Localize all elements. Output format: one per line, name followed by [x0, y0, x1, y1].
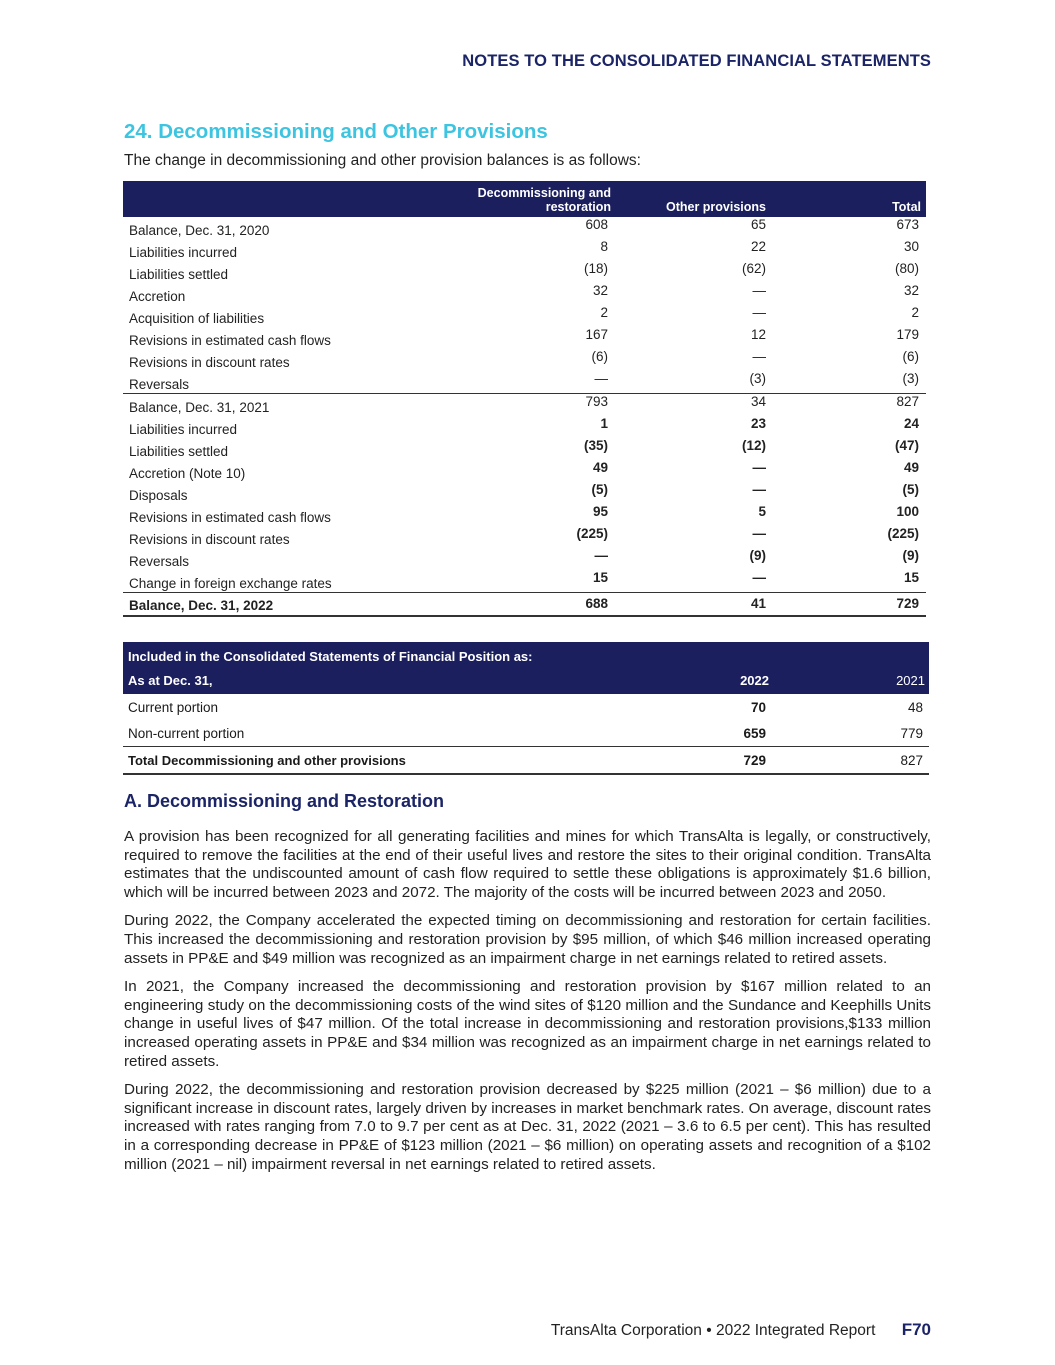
value-decommissioning: 8: [600, 239, 608, 254]
value-other-provisions: —: [752, 482, 766, 497]
row-label: Revisions in discount rates: [129, 355, 290, 370]
value-total: (225): [887, 526, 919, 541]
table-row: [123, 416, 926, 438]
table-row: [123, 504, 926, 526]
value-other-provisions: 65: [750, 217, 766, 232]
column-header-decommissioning-label: Decommissioning and restoration: [477, 186, 611, 214]
value-other-provisions: —: [752, 460, 766, 475]
page-footer: [551, 1320, 931, 1340]
value-decommissioning: —: [594, 371, 608, 386]
row-label: Liabilities incurred: [129, 245, 238, 260]
section-title: 24. Decommissioning and Other Provisions: [124, 120, 548, 143]
table-row: [123, 349, 926, 371]
value-other-provisions: 5: [758, 504, 766, 519]
value-total: (9): [902, 548, 919, 563]
value-2021: 827: [900, 753, 923, 768]
value-total: 30: [903, 239, 919, 254]
value-other-provisions: 12: [750, 327, 766, 342]
value-decommissioning: (225): [576, 526, 608, 541]
value-decommissioning: (5): [591, 482, 608, 497]
row-label: Change in foreign exchange rates: [129, 576, 332, 591]
value-total: 24: [903, 416, 919, 431]
value-total: 673: [896, 217, 919, 232]
table-row: [123, 261, 926, 283]
table-row: [123, 482, 926, 504]
table-row-total: [123, 592, 926, 617]
value-other-provisions: —: [752, 526, 766, 541]
table-row: [123, 526, 926, 548]
value-total: 827: [896, 394, 919, 409]
footer-text: TransAlta Corporation • 2022 Integrated Report: [550, 1322, 876, 1339]
row-label: Balance, Dec. 31, 2020: [129, 223, 270, 238]
row-label: Current portion: [128, 700, 219, 715]
column-header-2022: 2022: [740, 673, 769, 688]
section-intro: The change in decommissioning and other provision balances is as follows:: [124, 152, 641, 169]
value-decommissioning: 32: [592, 283, 608, 298]
subsection-title: A. Decommissioning and Restoration: [124, 791, 445, 811]
value-decommissioning: 608: [585, 217, 608, 232]
table-row: [123, 548, 926, 570]
row-label: Reversals: [129, 377, 190, 392]
value-other-provisions: (3): [749, 371, 766, 386]
table-row: [123, 327, 926, 349]
financial-position-subheading: [123, 668, 929, 694]
table-row: [123, 283, 926, 305]
value-other-provisions: —: [752, 283, 766, 298]
value-total: 49: [903, 460, 919, 475]
paragraph: During 2022, the decommissioning and restoration provision decreased by $225 million (2021 – $6 million) due to a significant increase in discount rates, largely driven by increases in market benchmark rates. On average, discount rates increased with rates ranging from 7.0 to 9.7 per cent as at Dec. 31, 2022 (2021 – 3.6 to 6.5 per cent). This has resulted in a corresponding decrease in PP&E of $123 million (2021 – $6 million) on operating assets and recognition of a $102 million (2021 – nil) impairment reversal in net earnings related to retired assets.: [124, 1081, 932, 1173]
value-decommissioning: 2: [600, 305, 608, 320]
row-label: Liabilities settled: [129, 267, 229, 282]
value-decommissioning: 793: [585, 394, 608, 409]
row-label: Acquisition of liabilities: [129, 311, 265, 326]
paragraph: In 2021, the Company increased the decommissioning and restoration provision by $167 million related to an engineering study on the decommissioning costs of the wind sites of $120 million and the Sundance and Keephills Units change in useful lives of $47 million. Of the total increase in decommissioning and restoration provisions,$133 million increased operating assets in PP&E and $34 million was recognized as an impairment charge in net earnings related to retired assets.: [124, 978, 931, 1070]
value-decommissioning: 688: [585, 596, 608, 611]
value-total: 729: [896, 596, 919, 611]
financial-position-table: [123, 642, 929, 775]
value-total: 32: [903, 283, 919, 298]
column-header-other-provisions: Other provisions: [665, 200, 766, 214]
row-label: Revisions in estimated cash flows: [129, 510, 331, 525]
as-at-label: As at Dec. 31,: [128, 673, 213, 688]
row-label: Liabilities incurred: [129, 422, 238, 437]
value-other-provisions: (62): [741, 261, 766, 276]
row-label: Reversals: [129, 554, 190, 569]
table-row: [123, 217, 926, 239]
value-2021: 779: [900, 726, 923, 741]
value-decommissioning: 15: [592, 570, 608, 585]
row-label: Non-current portion: [128, 726, 245, 741]
value-2022: 729: [743, 753, 766, 768]
row-label: Liabilities settled: [129, 444, 229, 459]
provisions-table-header: [123, 181, 926, 217]
value-2021: 48: [907, 700, 923, 715]
table-row: [123, 305, 926, 327]
table-row: [123, 393, 926, 416]
value-total: (3): [902, 371, 919, 386]
row-label: Accretion (Note 10): [129, 466, 246, 481]
value-decommissioning: 49: [592, 460, 608, 475]
value-other-provisions: —: [752, 305, 766, 320]
row-label: Revisions in discount rates: [129, 532, 290, 547]
financial-position-table-header: [123, 642, 929, 694]
row-label: Accretion: [129, 289, 186, 304]
value-decommissioning: (18): [583, 261, 608, 276]
value-total: 100: [896, 504, 919, 519]
table-row: [123, 460, 926, 482]
page-header-title: NOTES TO THE CONSOLIDATED FINANCIAL STATEMENTS: [462, 52, 931, 70]
page-number: F70: [901, 1320, 931, 1339]
value-decommissioning: —: [594, 548, 608, 563]
value-other-provisions: 23: [750, 416, 766, 431]
subsection-body: [124, 828, 931, 1184]
value-decommissioning: (6): [591, 349, 608, 364]
table-row-total: [123, 746, 929, 775]
row-label: Balance, Dec. 31, 2022: [129, 598, 274, 613]
value-2022: 70: [750, 700, 766, 715]
row-label: Revisions in estimated cash flows: [129, 333, 331, 348]
value-decommissioning: 1: [600, 416, 608, 431]
value-other-provisions: —: [752, 349, 766, 364]
value-decommissioning: 167: [585, 327, 608, 342]
table-row: [123, 371, 926, 393]
row-label: Balance, Dec. 31, 2021: [129, 400, 270, 415]
paragraph: During 2022, the Company accelerated the expected timing on decommissioning and restoration for certain facilities. This increased the decommissioning and restoration provision by $95 million, of which $46 million increased operating assets in PP&E and $49 million was recognized as an impairment charge in net earnings related to retired assets.: [124, 912, 931, 967]
table-row: [123, 720, 929, 746]
value-other-provisions: (12): [741, 438, 766, 453]
value-total: 15: [903, 570, 919, 585]
provisions-table-body: [123, 217, 926, 617]
value-other-provisions: 22: [750, 239, 766, 254]
row-label: Disposals: [129, 488, 188, 503]
table-row: [123, 438, 926, 460]
table-row: [123, 239, 926, 261]
value-decommissioning: (35): [583, 438, 608, 453]
paragraph: A provision has been recognized for all generating facilities and mines for which TransAlta is legally, or constructively, required to remove the facilities at the end of their useful lives and restore the sites to their original condition. TransAlta estimates that the undiscounted amount of cash flow required to settle these obligations is approximately $1.6 billion, which will be incurred between 2023 and 2072. The majority of the costs will be incurred between 2023 and 2050.: [124, 828, 931, 901]
value-other-provisions: 34: [750, 394, 766, 409]
value-2022: 659: [743, 726, 766, 741]
value-other-provisions: 41: [750, 596, 766, 611]
value-total: 2: [911, 305, 919, 320]
value-total: (80): [894, 261, 919, 276]
value-total: (47): [894, 438, 919, 453]
table-row: [123, 694, 929, 720]
value-other-provisions: (9): [749, 548, 766, 563]
value-total: 179: [896, 327, 919, 342]
column-header-total: Total: [892, 200, 921, 214]
row-label: Total Decommissioning and other provisions: [128, 753, 406, 768]
financial-position-heading: Included in the Consolidated Statements of Financial Position as:: [128, 649, 533, 664]
value-total: (6): [902, 349, 919, 364]
value-other-provisions: —: [752, 570, 766, 585]
provisions-table: [123, 181, 926, 617]
table-row: [123, 570, 926, 592]
value-total: (5): [902, 482, 919, 497]
column-header-2021: 2021: [896, 673, 925, 688]
column-header-decommissioning: [451, 186, 611, 214]
value-decommissioning: 95: [592, 504, 608, 519]
